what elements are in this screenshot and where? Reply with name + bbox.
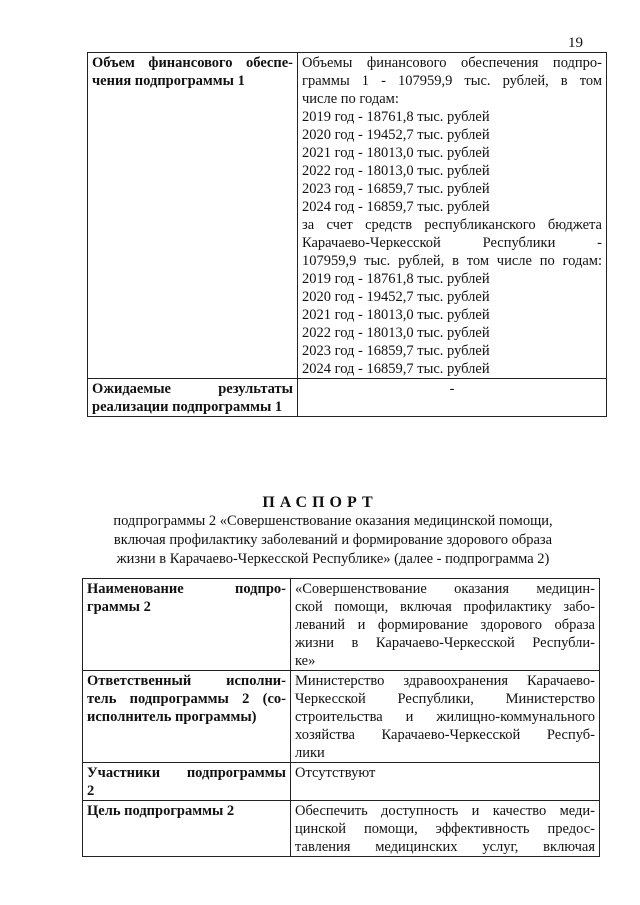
value-line: Черкесской Республики, Министерство: [295, 691, 595, 707]
value-line: 2019 год - 18761,8 тыс. рублей: [302, 109, 490, 125]
table-row: [83, 801, 600, 857]
table-row: [83, 579, 600, 671]
value-line: 2020 год - 19452,7 тыс. рублей: [302, 289, 490, 305]
row-value: [291, 579, 600, 671]
page-number: 19: [568, 35, 583, 51]
value-line: 2023 год - 16859,7 тыс. рублей: [302, 343, 490, 359]
value-line: Отсутствуют: [295, 765, 376, 781]
row-value: -: [298, 379, 607, 417]
value-line: 2020 год - 19452,7 тыс. рублей: [302, 127, 490, 143]
value-line: строительства и жилищно-коммунального: [295, 709, 595, 725]
value-line: хозяйства Карачаево-Черкесской Респуб-: [295, 727, 595, 743]
value-line: Министерство здравоохранения Карачаево-: [295, 673, 595, 689]
label-line: Объем финансового обеспе-: [92, 55, 293, 71]
table-row: [88, 53, 607, 379]
row-value: [298, 53, 607, 379]
table-row: [83, 671, 600, 763]
value-line: за счет средств республиканского бюджета: [302, 217, 602, 233]
label-line: исполнитель программы): [87, 709, 257, 725]
subtitle-line: включая профилактику заболеваний и формирование здорового образа: [113, 532, 553, 548]
value-line: числе по годам:: [302, 91, 399, 107]
value-line: «Совершенствование оказания медицин-: [295, 581, 595, 597]
value-line: леваний и формирование здорового образа: [295, 617, 595, 633]
value-line: 2022 год - 18013,0 тыс. рублей: [302, 325, 490, 341]
value-line: лики: [295, 745, 325, 761]
passport-table: [82, 578, 600, 857]
financing-table: [87, 52, 607, 417]
value-line: 2024 год - 16859,7 тыс. рублей: [302, 361, 490, 377]
value-line: 107959,9 тыс. рублей, в том числе по годам:: [302, 253, 602, 269]
passport-subtitle: [98, 512, 568, 569]
value-line: 2022 год - 18013,0 тыс. рублей: [302, 163, 490, 179]
value-line: тавления медицинских услуг, включая: [295, 839, 595, 855]
table-row: [88, 379, 607, 417]
value-line: 2023 год - 16859,7 тыс. рублей: [302, 181, 490, 197]
value-line: 2019 год - 18761,8 тыс. рублей: [302, 271, 490, 287]
label-line: Участники подпрограммы: [87, 765, 286, 781]
label-line: Ожидаемые результаты: [92, 381, 293, 397]
row-label: [83, 763, 291, 801]
label-line: реализации подпрограммы 1: [92, 399, 283, 415]
row-value: [291, 801, 600, 857]
value-line: жизни в Карачаево-Черкесской Республи-: [295, 635, 595, 651]
label-line: Цель подпрограммы 2: [87, 803, 235, 819]
row-label: [83, 671, 291, 763]
value-line: 2021 год - 18013,0 тыс. рублей: [302, 307, 490, 323]
label-line: Ответственный исполни-: [87, 673, 286, 689]
row-label: [83, 801, 291, 857]
label-line: Наименование подпро-: [87, 581, 286, 597]
value-line: Обеспечить доступность и качество меди-: [295, 803, 595, 819]
subtitle-line: подпрограммы 2 «Совершенствование оказания медицинской помощи,: [113, 513, 553, 529]
label-line: 2: [87, 783, 95, 799]
value-line: Карачаево-Черкесской Республики -: [302, 235, 602, 251]
passport-title: ПАСПОРТ: [262, 494, 378, 511]
label-line: тель подпрограммы 2 (со-: [87, 691, 286, 707]
table-row: [83, 763, 600, 801]
row-value: [291, 763, 600, 801]
row-label: [88, 53, 298, 379]
label-line: граммы 2: [87, 599, 151, 615]
value-line: ке»: [295, 653, 316, 669]
value-line: граммы 1 - 107959,9 тыс. рублей, в том: [302, 73, 602, 89]
value-line: 2024 год - 16859,7 тыс. рублей: [302, 199, 490, 215]
value-line: 2021 год - 18013,0 тыс. рублей: [302, 145, 490, 161]
label-line: чения подпрограммы 1: [92, 73, 245, 89]
row-value: [291, 671, 600, 763]
row-label: [83, 579, 291, 671]
value-line: цинской помощи, эффективность предос-: [295, 821, 595, 837]
value-line: ской помощи, включая профилактику забо-: [295, 599, 595, 615]
subtitle-line: жизни в Карачаево-Черкесской Республике» (далее - подпрограмма 2): [116, 551, 550, 567]
row-label: [88, 379, 298, 417]
value-line: Объемы финансового обеспечения подпро-: [302, 55, 602, 71]
